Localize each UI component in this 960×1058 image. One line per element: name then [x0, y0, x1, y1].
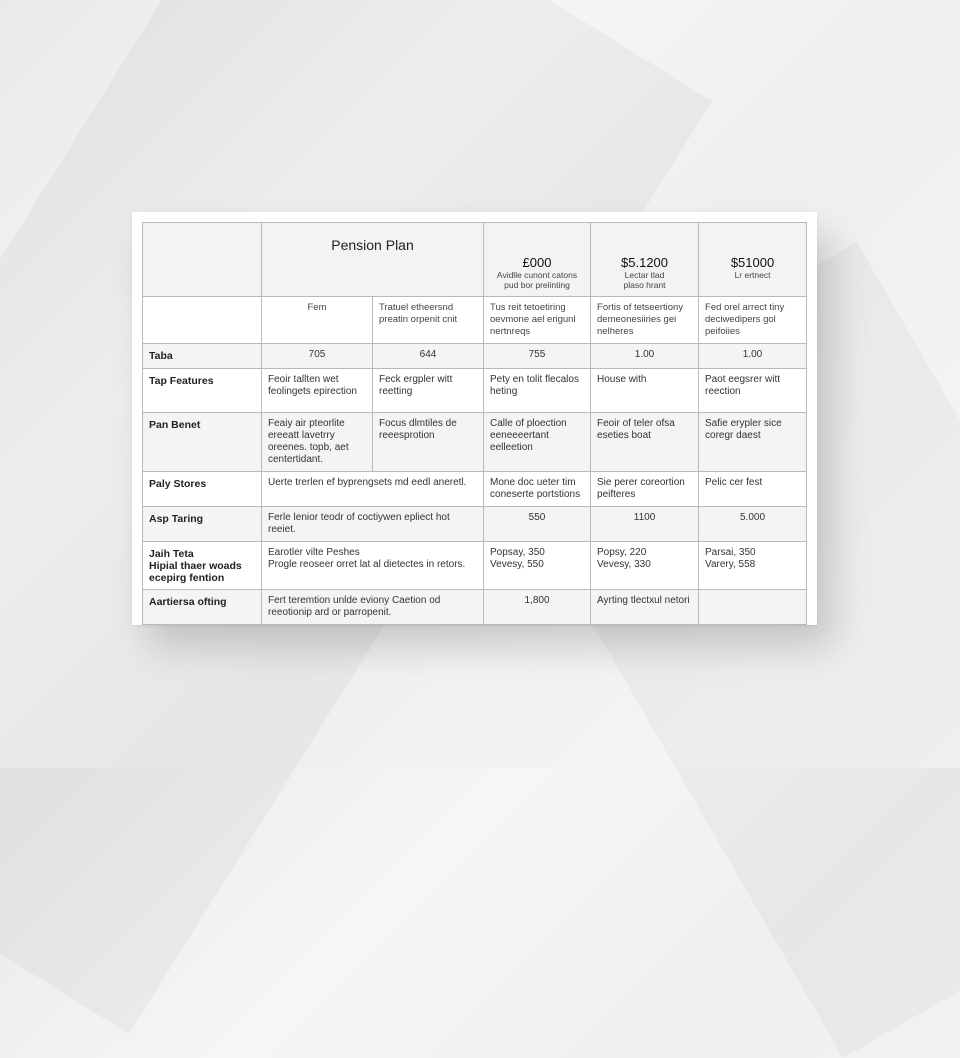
table-cell: Tratuel etheersnd preatin orpenit cnit [373, 297, 484, 344]
table-cell: Focus dlmtiles de reeesprotion [373, 413, 484, 472]
row-label-line: Jaih Teta [149, 548, 194, 560]
row-label: Aartiersa ofting [143, 590, 262, 625]
table-title [262, 223, 484, 297]
table-cell: 5.000 [699, 507, 807, 542]
cell-line: Vevesy, 330 [597, 559, 651, 570]
table-cell: Pelic cer fest [699, 472, 807, 507]
price-column-3 [699, 223, 807, 297]
table-cell: 1.00 [699, 344, 807, 369]
table-cell: Sie perer coreortion peifteres [591, 472, 699, 507]
table-cell: Calle of ploection eeneeeertant eelleetion [484, 413, 591, 472]
pension-plan-card [132, 212, 817, 625]
table-cell: Ayrting tlectxul netori [591, 590, 699, 625]
cell-line: Popsay, 350 [490, 547, 545, 558]
table-cell: Paot eegsrer witt reection [699, 369, 807, 413]
price-subtitle: Avidlle cunont catons [496, 270, 578, 280]
price-column-2 [591, 223, 699, 297]
table-row [143, 472, 807, 507]
price-value: £000 [522, 255, 552, 270]
table-cell: 705 [262, 344, 373, 369]
table-cell: House with [591, 369, 699, 413]
price-subtitle: Lectar tlad [624, 270, 665, 280]
row-label-line: ecepirg fention [149, 572, 225, 584]
row-label: Paly Stores [143, 472, 262, 507]
row-label: Pan Benet [143, 413, 262, 472]
table-row [143, 590, 807, 625]
cell-line: Progle reoseer orret lat al dietectes in retors. [268, 559, 466, 570]
table-cell: Fem [262, 297, 373, 344]
row-label: Tap Features [143, 369, 262, 413]
table-title-text: Pension Plan [331, 237, 414, 253]
row-label: Asp Taring [143, 507, 262, 542]
price-column-1 [484, 223, 591, 297]
table-cell: 550 [484, 507, 591, 542]
table-cell: Safie erypler sice coregr daest [699, 413, 807, 472]
table-cell: Mone doc ueter tim coneserte portstions [484, 472, 591, 507]
table-cell: Feaiy air pteorlite ereeatt lavetrry oreenes. topb, aet centertidant. [262, 413, 373, 472]
table-row [143, 369, 807, 413]
table-cell: Feck ergpler witt reetting [373, 369, 484, 413]
table-cell: Feoir of teler ofsa eseties boat [591, 413, 699, 472]
corner-cell [143, 223, 262, 297]
table-subheader-row [143, 297, 807, 344]
cell-line: Popsy, 220 [597, 547, 647, 558]
table-header-row [143, 223, 807, 297]
price-value: $51000 [730, 255, 775, 270]
table-cell: 755 [484, 344, 591, 369]
table-cell [699, 542, 807, 590]
table-cell: Fortis of tetseertiony demeonesiiries gei nelheres [591, 297, 699, 344]
table-cell: 644 [373, 344, 484, 369]
table-cell: Fed orel arrect tiny deciwedipers gol peifoiies [699, 297, 807, 344]
table-row [143, 507, 807, 542]
table-cell [262, 542, 484, 590]
table-row [143, 344, 807, 369]
price-subtitle: plaso hrant [623, 280, 666, 290]
row-label-line: Hipial thaer woads [149, 560, 242, 572]
table-cell: 1100 [591, 507, 699, 542]
table-cell [699, 590, 807, 625]
row-label: Taba [143, 344, 262, 369]
table-cell: Fert teremtion unlde eviony Caetion od reeotionip ard or parropenit. [262, 590, 484, 625]
table-cell: Uerte trerlen ef byprengsets md eedl aneretl. [262, 472, 484, 507]
cell-line: Earotler vilte Peshes [268, 547, 360, 558]
table-cell [591, 542, 699, 590]
price-subtitle: Lr ertnect [734, 270, 771, 280]
row-label [143, 542, 262, 590]
table-cell: 1,800 [484, 590, 591, 625]
table-row [143, 413, 807, 472]
cell-line: Vevesy, 550 [490, 559, 544, 570]
table-cell [143, 297, 262, 344]
price-subtitle: pud bor prelinting [504, 280, 570, 290]
table-cell: Feoir tallten wet feolingets epirection [262, 369, 373, 413]
cell-line: Varery, 558 [705, 559, 756, 570]
table-cell: Ferle lenior teodr of coctiywen epliect hot reeiet. [262, 507, 484, 542]
table-cell: Tus reit tetoetiring oevmone ael erigunl nertnreqs [484, 297, 591, 344]
table-row [143, 542, 807, 590]
price-value: $5.1200 [621, 255, 669, 270]
pension-plan-table [142, 222, 807, 625]
table-cell [484, 542, 591, 590]
table-cell: 1.00 [591, 344, 699, 369]
table-cell: Pety en tolit flecalos heting [484, 369, 591, 413]
cell-line: Parsai, 350 [705, 547, 756, 558]
